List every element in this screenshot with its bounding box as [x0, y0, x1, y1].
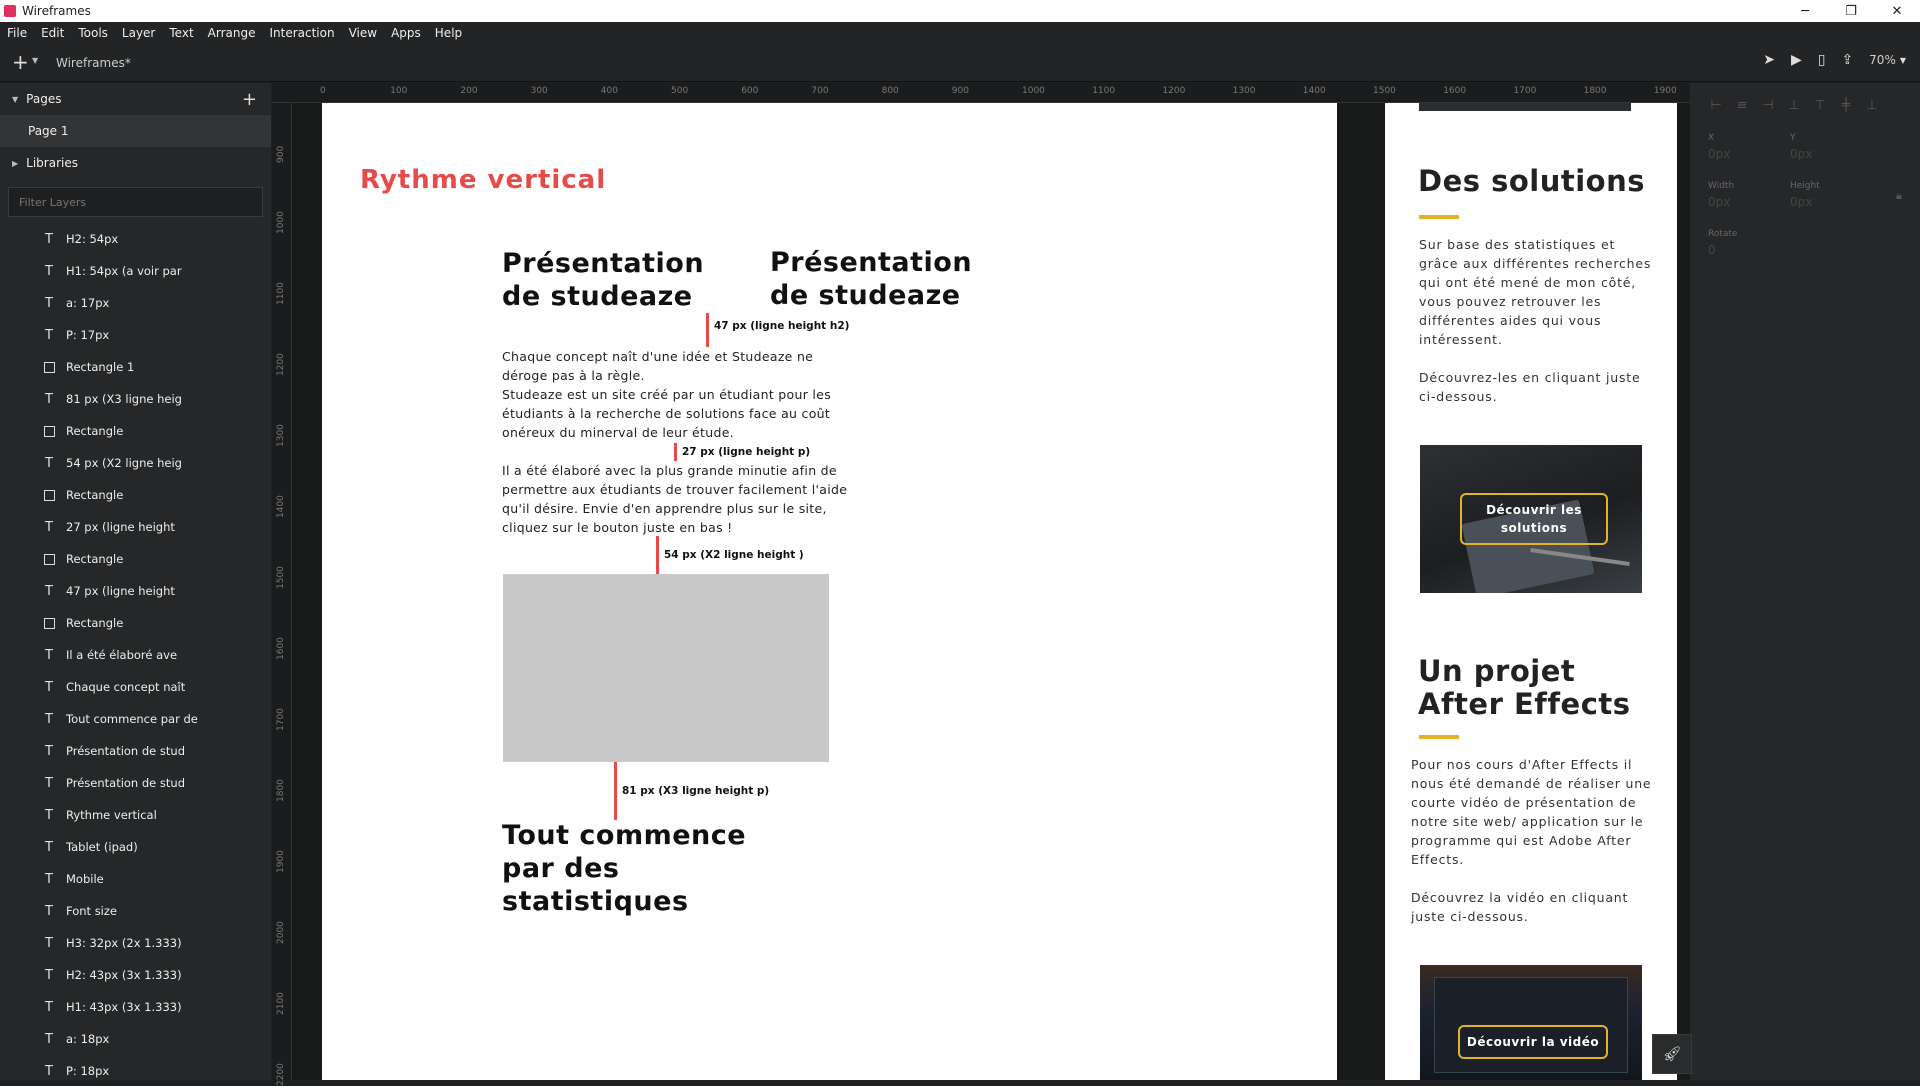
- image-placeholder-rectangle[interactable]: [503, 574, 829, 762]
- layer-label: Tout commence par de: [66, 712, 198, 726]
- layer-label: Présentation de stud: [66, 744, 185, 758]
- ruler-tick: 1900: [276, 850, 286, 873]
- text-icon: T: [45, 1031, 53, 1047]
- heading-presentation-b[interactable]: Présentation de studeaze: [770, 247, 973, 311]
- ruler-tick: 200: [460, 86, 478, 96]
- libraries-label: Libraries: [26, 156, 78, 170]
- lock-icon[interactable]: 🔒︎: [1896, 189, 1902, 202]
- annotation-47px[interactable]: 47 px (ligne height h2): [714, 320, 850, 332]
- text-icon: T: [45, 839, 53, 855]
- ruler-tick: 1900: [1653, 86, 1677, 96]
- layer-item[interactable]: [0, 863, 271, 895]
- spacing-marker-54[interactable]: [656, 536, 659, 574]
- layer-label: Rectangle 1: [66, 360, 135, 374]
- x-input[interactable]: 0px: [1708, 147, 1731, 161]
- layer-item[interactable]: [0, 639, 271, 671]
- ruler-tick: 1300: [276, 424, 286, 447]
- layer-label: a: 18px: [66, 1032, 110, 1046]
- layer-label: Présentation de stud: [66, 776, 185, 790]
- menu-arrange[interactable]: Arrange: [207, 26, 256, 40]
- text-icon: T: [45, 647, 53, 663]
- align-bottom-icon[interactable]: ⊥: [1866, 97, 1878, 113]
- spacing-marker-81[interactable]: [614, 762, 617, 820]
- layer-item[interactable]: [0, 255, 271, 287]
- export-icon[interactable]: ⇪: [1841, 52, 1854, 68]
- heading-after-effects[interactable]: Un projet After Effects: [1418, 654, 1631, 721]
- artboard-desktop[interactable]: [322, 103, 1337, 1080]
- layer-label: 81 px (X3 ligne heig: [66, 392, 182, 406]
- document-name: Wireframes*: [56, 56, 131, 70]
- menu-layer[interactable]: Layer: [121, 26, 156, 40]
- layer-item[interactable]: [0, 1055, 271, 1080]
- layer-label: Il a été élaboré ave: [66, 648, 178, 662]
- align-center-h-icon[interactable]: ≡: [1736, 97, 1748, 113]
- layer-label: Rectangle: [66, 616, 124, 630]
- text-icon: T: [45, 999, 53, 1015]
- ruler-tick: 1100: [276, 282, 286, 305]
- ruler-tick: 1600: [276, 637, 286, 660]
- menu-file[interactable]: File: [7, 26, 28, 40]
- properties-panel: [1690, 83, 1920, 1080]
- ruler-tick: 1500: [1373, 86, 1396, 96]
- toolbar: [0, 44, 1920, 82]
- page-item[interactable]: [0, 115, 271, 147]
- zoom-level[interactable]: 70%: [1869, 53, 1896, 67]
- ruler-tick: 1200: [276, 353, 286, 376]
- y-input[interactable]: 0px: [1790, 147, 1813, 161]
- layer-label: H2: 54px: [66, 232, 119, 246]
- text-icon: T: [45, 935, 53, 951]
- layer-item[interactable]: [0, 575, 271, 607]
- layer-label: H3: 32px (2x 1.333): [66, 936, 182, 950]
- ruler-tick: 900: [951, 86, 969, 96]
- ruler-tick: 1000: [1022, 86, 1045, 96]
- text-icon: T: [45, 1063, 53, 1079]
- text-icon: T: [45, 519, 53, 535]
- menu-apps[interactable]: Apps: [391, 26, 421, 40]
- menu-text[interactable]: Text: [169, 26, 194, 40]
- layer-item[interactable]: [0, 991, 271, 1023]
- layer-item[interactable]: [0, 415, 271, 447]
- layer-item[interactable]: [0, 703, 271, 735]
- text-icon: T: [45, 231, 53, 247]
- width-label: Width: [1708, 181, 1735, 191]
- minimize-icon[interactable]: ─: [1801, 3, 1809, 19]
- text-icon: T: [45, 327, 53, 343]
- zoom-chevron-icon[interactable]: ▼: [1899, 55, 1906, 65]
- layer-item[interactable]: [0, 671, 271, 703]
- ruler-tick: 1800: [276, 779, 286, 802]
- layer-label: 27 px (ligne height: [66, 520, 175, 534]
- ruler-tick: 1000: [276, 211, 286, 234]
- window-controls: [1782, 0, 1920, 22]
- y-label: Y: [1790, 133, 1796, 143]
- window-title: Wireframes: [22, 4, 91, 18]
- layer-label: H1: 43px (3x 1.333): [66, 1000, 182, 1014]
- page-label: Page 1: [28, 124, 69, 138]
- layer-label: P: 17px: [66, 328, 110, 342]
- layer-label: Chaque concept naît: [66, 680, 186, 694]
- layer-label: 47 px (ligne height: [66, 584, 175, 598]
- align-middle-icon[interactable]: ╪: [1842, 97, 1850, 113]
- accent-underline-2: [1419, 735, 1459, 739]
- filter-layers[interactable]: [8, 187, 263, 217]
- play-icon[interactable]: ▶: [1790, 52, 1802, 68]
- layer-label: Mobile: [66, 872, 104, 886]
- layer-label: H1: 54px (a voir par: [66, 264, 182, 278]
- add-page-icon[interactable]: +: [241, 89, 257, 110]
- layer-item[interactable]: [0, 607, 271, 639]
- image-top-cutoff: [1419, 103, 1631, 111]
- pointer-icon[interactable]: ➤: [1763, 52, 1775, 68]
- chevron-down-icon[interactable]: ▼: [12, 94, 19, 104]
- text-icon: T: [45, 903, 53, 919]
- layer-label: Rectangle: [66, 552, 124, 566]
- pages-section[interactable]: [0, 83, 271, 115]
- layer-item[interactable]: [0, 959, 271, 991]
- menu-tools[interactable]: Tools: [78, 26, 108, 40]
- accent-underline: [1419, 215, 1459, 219]
- menu-help[interactable]: Help: [434, 26, 463, 40]
- restore-icon[interactable]: ❐: [1845, 3, 1857, 19]
- ruler-tick: 0: [320, 86, 326, 96]
- heading-tout-commence[interactable]: Tout commence par des statistiques: [502, 820, 747, 917]
- layer-list: [0, 223, 271, 1080]
- align-tools: [1708, 97, 1880, 113]
- paragraph-concept[interactable]: Chaque concept naît d'une idée et Studeaze ne déroge pas à la règle. Studeaze est un site créé par un étudiant pour les étudiants à la recherche de solutions face au coût onéreux du minerval de leur étude.: [502, 349, 832, 440]
- ruler-tick: 1100: [1092, 86, 1116, 96]
- ruler-tick: 1700: [276, 708, 286, 731]
- menu-edit[interactable]: Edit: [41, 26, 65, 40]
- horizontal-ruler: [272, 83, 1690, 103]
- annotation-54px[interactable]: 54 px (X2 ligne height ): [664, 549, 804, 561]
- title-bar: [0, 0, 1920, 22]
- spacing-marker-47[interactable]: [706, 313, 709, 347]
- text-icon: T: [45, 711, 53, 727]
- menu-view[interactable]: View: [348, 26, 378, 40]
- menu-bar: [0, 22, 1920, 44]
- vertical-ruler: [272, 103, 292, 1086]
- artboard-mobile[interactable]: [1385, 103, 1677, 1080]
- ruler-tick: 2100: [276, 992, 286, 1015]
- layer-item[interactable]: [0, 1023, 271, 1055]
- libraries-section[interactable]: [0, 147, 271, 179]
- canvas[interactable]: [292, 103, 1690, 1080]
- ruler-tick: 1800: [1583, 86, 1607, 96]
- layer-item[interactable]: [0, 223, 271, 255]
- layer-label: a: 17px: [66, 296, 110, 310]
- ruler-tick: 1300: [1232, 86, 1256, 96]
- rocket-icon[interactable]: 🚀︎: [1652, 1034, 1692, 1074]
- ruler-tick: 1400: [1302, 86, 1326, 96]
- text-icon: T: [45, 807, 53, 823]
- layer-label: Rectangle: [66, 424, 124, 438]
- ruler-tick: 1700: [1513, 86, 1537, 96]
- rectangle-icon: [42, 362, 56, 373]
- close-icon[interactable]: ✕: [1891, 3, 1903, 19]
- paragraph-after-effects[interactable]: Pour nos cours d'After Effects il nous été demandé de réaliser une courte vidéo de présentation de notre site web/ application sur le programme qui est Adobe After Effects. Découvrez la vidéo en cliquant juste ci-dessous.: [1411, 757, 1652, 924]
- x-label: X: [1708, 133, 1715, 143]
- spacing-marker-27[interactable]: [674, 443, 677, 461]
- layer-label: H2: 43px (3x 1.333): [66, 968, 182, 982]
- layer-item[interactable]: [0, 319, 271, 351]
- ruler-tick: 1500: [276, 566, 286, 589]
- layer-item[interactable]: [0, 799, 271, 831]
- ruler-tick: 800: [881, 86, 899, 96]
- layer-label: P: 18px: [66, 1064, 110, 1078]
- rectangle-icon: [42, 490, 56, 501]
- paragraph-solutions[interactable]: Sur base des statistiques et grâce aux différentes recherches qui ont été mené de mon côté, vous pouvez retrouver les différentes aides qui vous intéressent. Découvrez-les en cliquant juste ci-dessous.: [1419, 237, 1652, 404]
- layer-label: Font size: [66, 904, 117, 918]
- layer-item[interactable]: [0, 383, 271, 415]
- rotate-label: Rotate: [1708, 229, 1738, 239]
- ruler-tick: 500: [671, 86, 689, 96]
- ruler-tick: 2000: [276, 921, 286, 944]
- align-top-icon[interactable]: ⊤: [1814, 97, 1826, 113]
- rectangle-icon: [42, 554, 56, 565]
- align-left-icon[interactable]: ⊢: [1710, 97, 1722, 113]
- ruler-tick: 1400: [276, 495, 286, 518]
- distribute-h-icon[interactable]: ⊣: [1762, 97, 1774, 113]
- text-icon: T: [45, 871, 53, 887]
- height-input[interactable]: 0px: [1790, 195, 1813, 209]
- ruler-tick: 100: [390, 86, 408, 96]
- layer-item[interactable]: [0, 543, 271, 575]
- menu-interaction[interactable]: Interaction: [269, 26, 335, 40]
- annotation-27px[interactable]: 27 px (ligne height p): [682, 446, 811, 458]
- layer-label: Tablet (ipad): [66, 840, 138, 854]
- add-icon[interactable]: +: [12, 50, 29, 74]
- annotation-81px[interactable]: 81 px (X3 ligne height p): [622, 785, 770, 797]
- chevron-down-icon[interactable]: ▼: [32, 56, 39, 65]
- align-right-icon[interactable]: ⊥: [1788, 97, 1800, 113]
- layer-item[interactable]: [0, 447, 271, 479]
- rotate-input[interactable]: 0: [1708, 243, 1716, 257]
- layer-item[interactable]: [0, 767, 271, 799]
- layer-item[interactable]: [0, 287, 271, 319]
- text-icon: T: [45, 391, 53, 407]
- text-icon: T: [45, 583, 53, 599]
- ruler-tick: 1600: [1443, 86, 1467, 96]
- toolbar-right: [1763, 52, 1920, 68]
- rectangle-icon: [42, 426, 56, 437]
- text-icon: T: [45, 775, 53, 791]
- height-label: Height: [1790, 181, 1820, 191]
- paragraph-elabore[interactable]: Il a été élaboré avec la plus grande minutie afin de permettre aux étudiants de trouver facilement l'aide qu'il désire. Envie d'en apprendre plus sur le site, cliquez sur le bouton juste en bas !: [502, 463, 848, 535]
- discover-solutions-button[interactable]: Découvrir les solutions: [1460, 493, 1608, 545]
- text-icon: T: [45, 295, 53, 311]
- text-icon: T: [45, 263, 53, 279]
- heading-presentation-a[interactable]: Présentation de studeaze: [502, 248, 705, 312]
- ruler-tick: 900: [276, 145, 286, 163]
- ruler-tick: 600: [741, 86, 759, 96]
- layer-label: Rectangle: [66, 488, 124, 502]
- ruler-tick: 700: [811, 86, 829, 96]
- video-image: [1420, 965, 1642, 1080]
- ruler-tick: 400: [600, 86, 618, 96]
- layer-item[interactable]: [0, 351, 271, 383]
- layer-item[interactable]: [0, 895, 271, 927]
- layer-item[interactable]: [0, 735, 271, 767]
- device-icon[interactable]: ▯: [1817, 52, 1826, 68]
- heading-des-solutions[interactable]: Des solutions: [1418, 164, 1646, 198]
- ruler-tick: 1200: [1162, 86, 1186, 96]
- layer-item[interactable]: [0, 511, 271, 543]
- layers-panel: [0, 83, 271, 1080]
- app-logo-icon: [4, 5, 16, 17]
- filter-layers-input[interactable]: [19, 196, 259, 209]
- width-input[interactable]: 0px: [1708, 195, 1731, 209]
- layer-label: 54 px (X2 ligne heig: [66, 456, 182, 470]
- ruler-tick: 2200: [276, 1063, 286, 1086]
- text-icon: T: [45, 455, 53, 471]
- text-icon: T: [45, 679, 53, 695]
- layer-item[interactable]: [0, 479, 271, 511]
- text-icon: T: [45, 743, 53, 759]
- layer-item[interactable]: [0, 927, 271, 959]
- rectangle-icon: [42, 618, 56, 629]
- discover-video-button[interactable]: Découvrir la vidéo: [1458, 1025, 1608, 1059]
- text-icon: T: [45, 967, 53, 983]
- layer-item[interactable]: [0, 831, 271, 863]
- ruler-tick: 300: [530, 86, 548, 96]
- rythme-vertical-title[interactable]: Rythme vertical: [360, 165, 607, 195]
- chevron-right-icon[interactable]: ▶: [12, 158, 19, 168]
- layer-label: Rythme vertical: [66, 808, 157, 822]
- pages-label: Pages: [26, 92, 62, 106]
